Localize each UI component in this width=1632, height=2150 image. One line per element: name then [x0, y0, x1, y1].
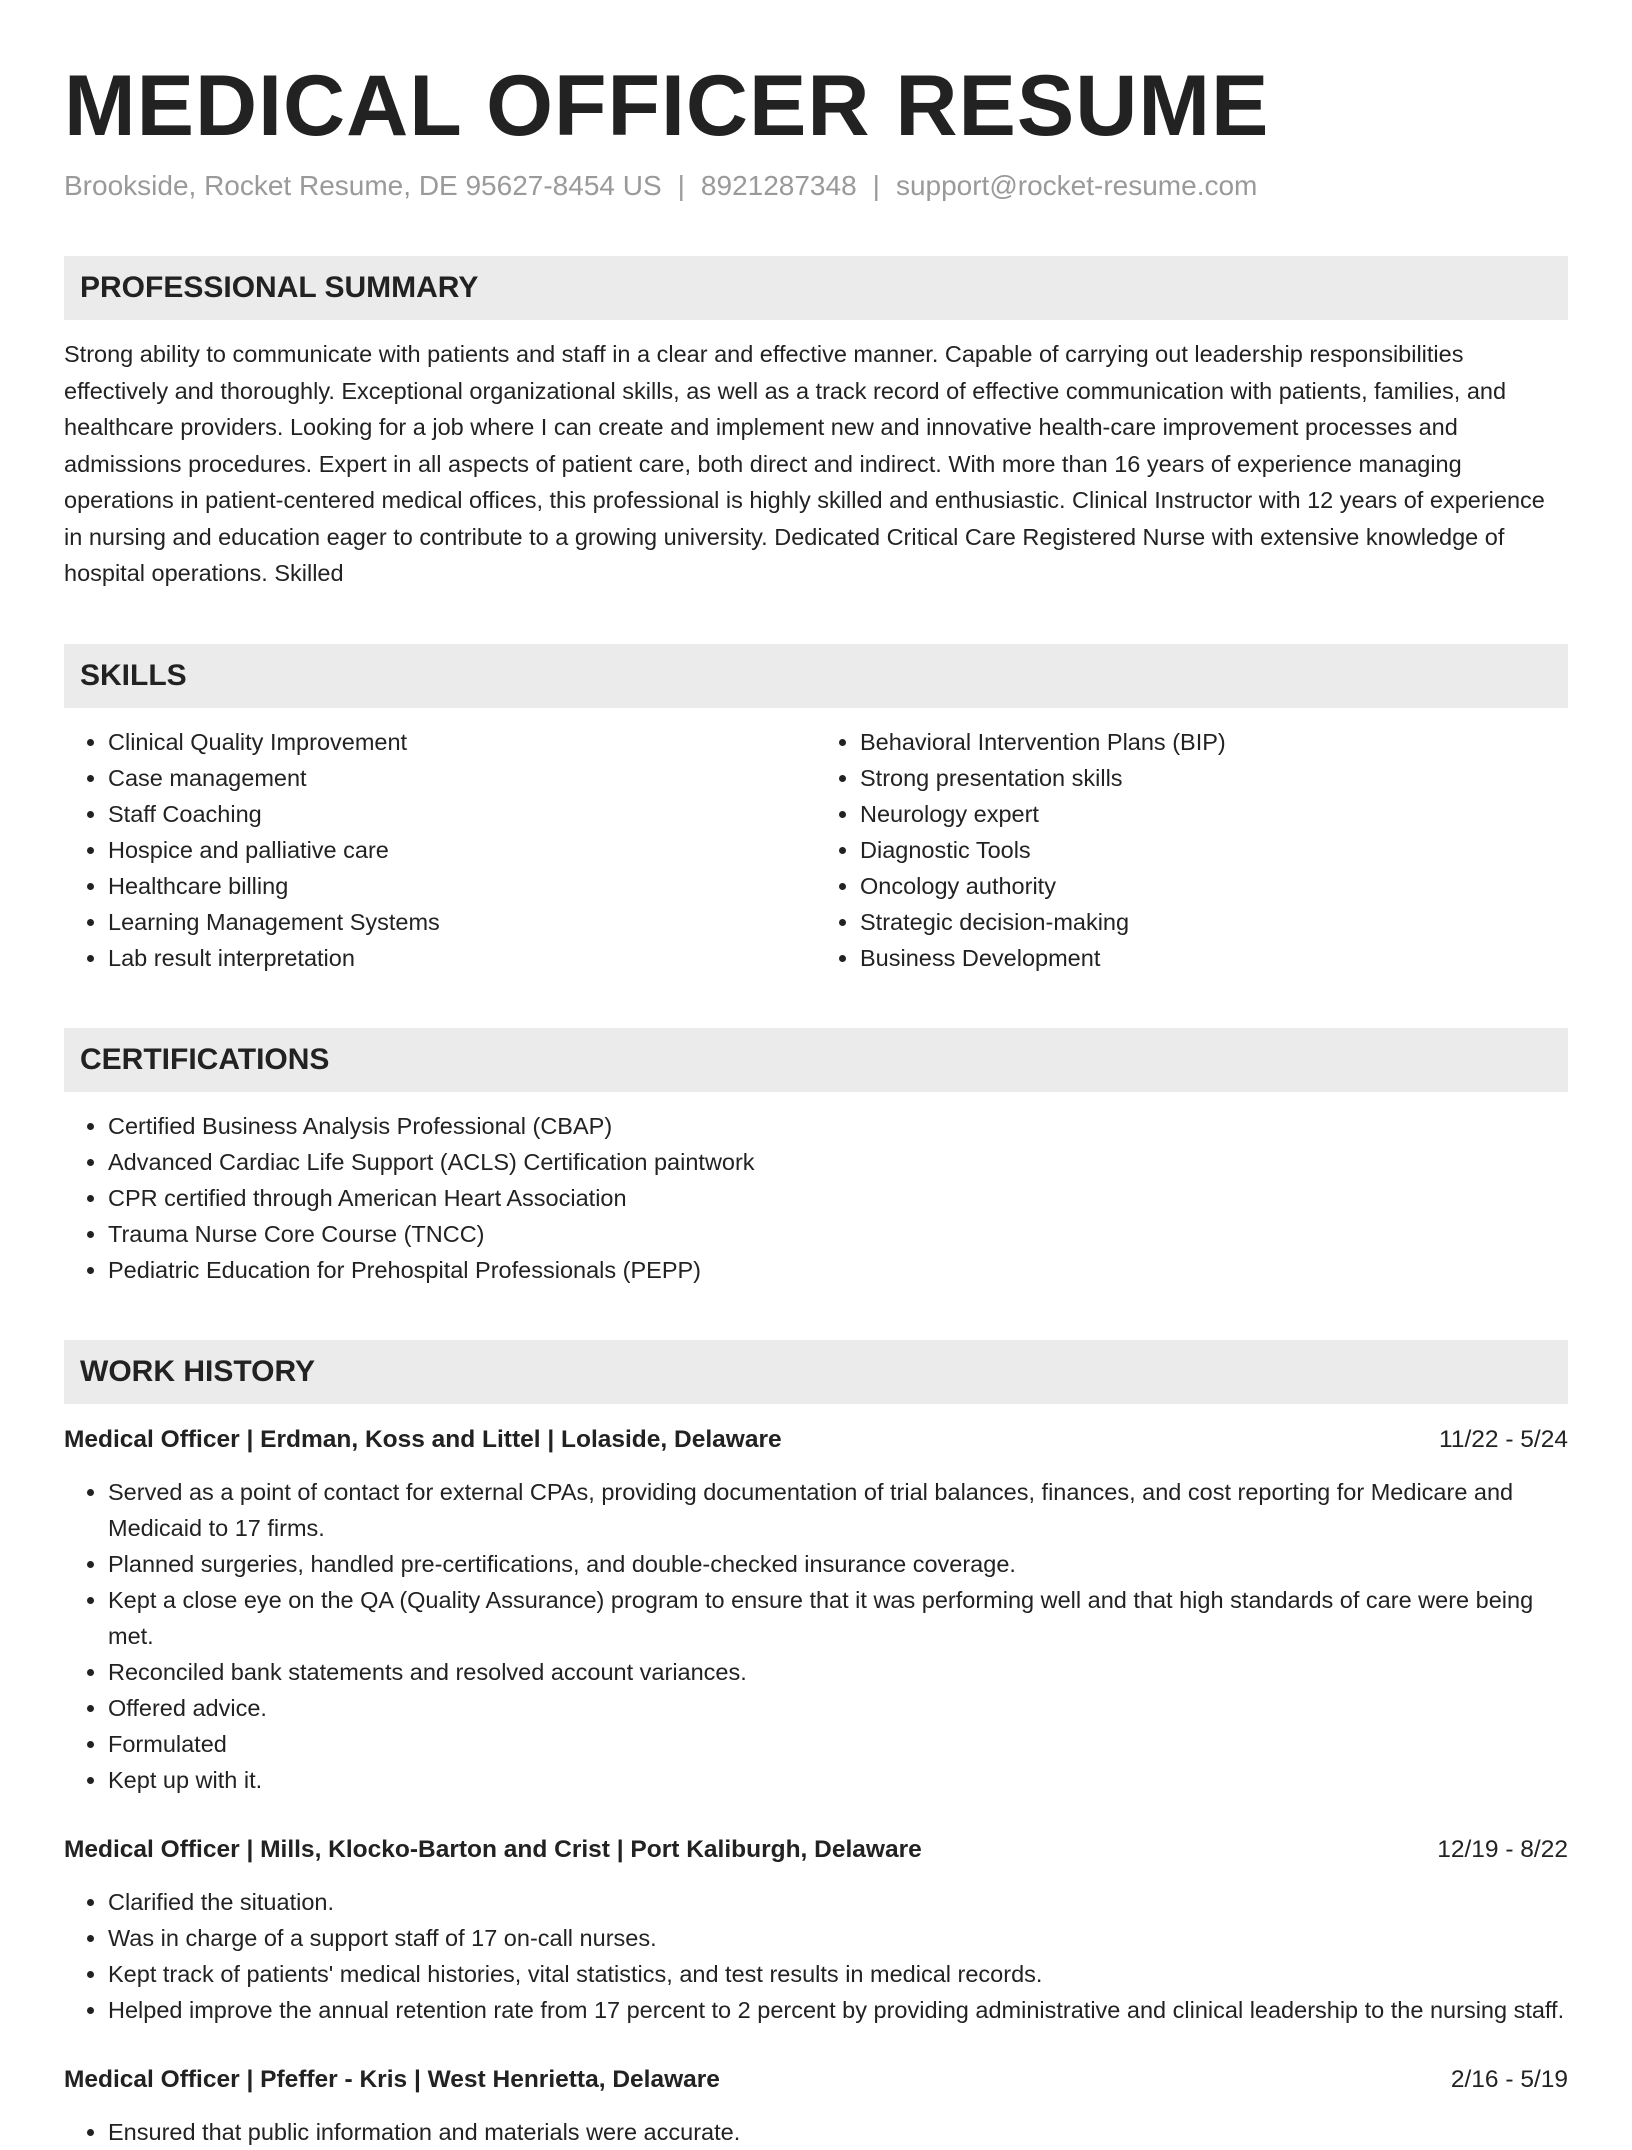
job-bullets: [64, 1884, 1568, 2028]
resume-title: MEDICAL OFFICER RESUME: [64, 58, 1270, 154]
job-entry: [64, 2062, 1568, 2150]
job-bullet: • Planned surgeries, handled pre-certifications, and double-checked insurance coverage.: [108, 1546, 1568, 1582]
certification-item: • Advanced Cardiac Life Support (ACLS) Certification paintwork: [108, 1144, 1568, 1180]
contact-phone: 8921287348: [700, 170, 857, 201]
skill-item: • Strategic decision-making: [860, 904, 1568, 940]
job-bullets: [64, 1474, 1568, 1798]
skill-item: • Healthcare billing: [108, 868, 816, 904]
section-header-work-history: WORK HISTORY: [64, 1340, 1568, 1404]
job-bullet: • Reconciled bank statements and resolved account variances.: [108, 1654, 1568, 1690]
job-entry: [64, 1832, 1568, 2028]
section-header-summary: PROFESSIONAL SUMMARY: [64, 256, 1568, 320]
job-bullet: • Clarified the situation.: [108, 1884, 1568, 1920]
job-title: Medical Officer | Erdman, Koss and Littel | Lolaside, Delaware: [64, 1425, 782, 1453]
section-header-certifications: CERTIFICATIONS: [64, 1028, 1568, 1092]
job-bullet: • Formulated: [108, 1726, 1568, 1762]
summary-text: Strong ability to communicate with patients and staff in a clear and effective manner. Capable of carrying out leadership responsibilities effectively and thoroughly. Exceptional organizational skills, as well as a track record of effective communication with patients, families, and healthcare providers. Looking for a job where I can create and implement new and innovative health-care improvement processes and admissions procedures. Expert in all aspects of patient care, both direct and indirect. With more than 16 years of experience managing operations in patient-centered medical offices, this professional is highly skilled and enthusiastic. Clinical Instructor with 12 years of experience in nursing and education eager to contribute to a growing university. Dedicated Critical Care Registered Nurse with extensive knowledge of hospital operations. Skilled: [64, 341, 1545, 586]
skill-item: • Learning Management Systems: [108, 904, 816, 940]
skill-item: • Neurology expert: [860, 796, 1568, 832]
job-bullet: • Kept track of patients' medical histories, vital statistics, and test results in medical records.: [108, 1956, 1568, 1992]
certification-item: • CPR certified through American Heart Association: [108, 1180, 1568, 1216]
contact-address: Brookside, Rocket Resume, DE 95627-8454 US: [64, 170, 662, 201]
job-bullet: • Kept up with it.: [108, 1762, 1568, 1798]
skill-item: • Clinical Quality Improvement: [108, 724, 816, 760]
skill-item: • Behavioral Intervention Plans (BIP): [860, 724, 1568, 760]
skill-item: • Strong presentation skills: [860, 760, 1568, 796]
skill-item: • Business Development: [860, 940, 1568, 976]
skill-item: • Case management: [108, 760, 816, 796]
job-bullet: • Served as a point of contact for external CPAs, providing documentation of trial balances, finances, and cost reporting for Medicare and Medicaid to 17 firms.: [108, 1474, 1568, 1546]
job-bullet: • Offered advice.: [108, 1690, 1568, 1726]
skill-item: • Hospice and palliative care: [108, 832, 816, 868]
skill-item: • Oncology authority: [860, 868, 1568, 904]
job-dates: 2/16 - 5/19: [1450, 2065, 1568, 2093]
job-dates: 11/22 - 5/24: [1439, 1425, 1568, 1453]
contact-line: [64, 168, 1568, 204]
certification-item: • Certified Business Analysis Professional (CBAP): [108, 1108, 1568, 1144]
skill-item: • Lab result interpretation: [108, 940, 816, 976]
job-header: [64, 2062, 1568, 2098]
skills-list: [64, 724, 1568, 976]
certification-item: • Trauma Nurse Core Course (TNCC): [108, 1216, 1568, 1252]
certification-item: • Pediatric Education for Prehospital Professionals (PEPP): [108, 1252, 1568, 1288]
skills-column-left: [64, 724, 816, 976]
job-header: [64, 1422, 1568, 1458]
job-bullet: • Helped improve the annual retention rate from 17 percent to 2 percent by providing administrative and clinical leadership to the nursing staff.: [108, 1992, 1568, 2028]
job-bullet: • Ensured that public information and materials were accurate.: [108, 2114, 1568, 2150]
job-entry: [64, 1422, 1568, 1798]
contact-separator: |: [677, 170, 685, 201]
section-header-skills: SKILLS: [64, 644, 1568, 708]
job-bullets: [64, 2114, 1568, 2150]
contact-email[interactable]: support@rocket-resume.com: [895, 170, 1258, 201]
job-title: Medical Officer | Pfeffer - Kris | West Henrietta, Delaware: [64, 2065, 720, 2093]
job-title: Medical Officer | Mills, Klocko-Barton and Crist | Port Kaliburgh, Delaware: [64, 1835, 922, 1863]
skill-item: • Diagnostic Tools: [860, 832, 1568, 868]
job-dates: 12/19 - 8/22: [1437, 1835, 1568, 1863]
job-bullet: • Kept a close eye on the QA (Quality Assurance) program to ensure that it was performing well and that high standards of care were being met.: [108, 1582, 1568, 1654]
skill-item: • Staff Coaching: [108, 796, 816, 832]
job-header: [64, 1832, 1568, 1868]
skills-column-right: [816, 724, 1568, 976]
certifications-list: [64, 1108, 1568, 1288]
contact-separator: |: [872, 170, 880, 201]
job-bullet: • Was in charge of a support staff of 17 on-call nurses.: [108, 1920, 1568, 1956]
